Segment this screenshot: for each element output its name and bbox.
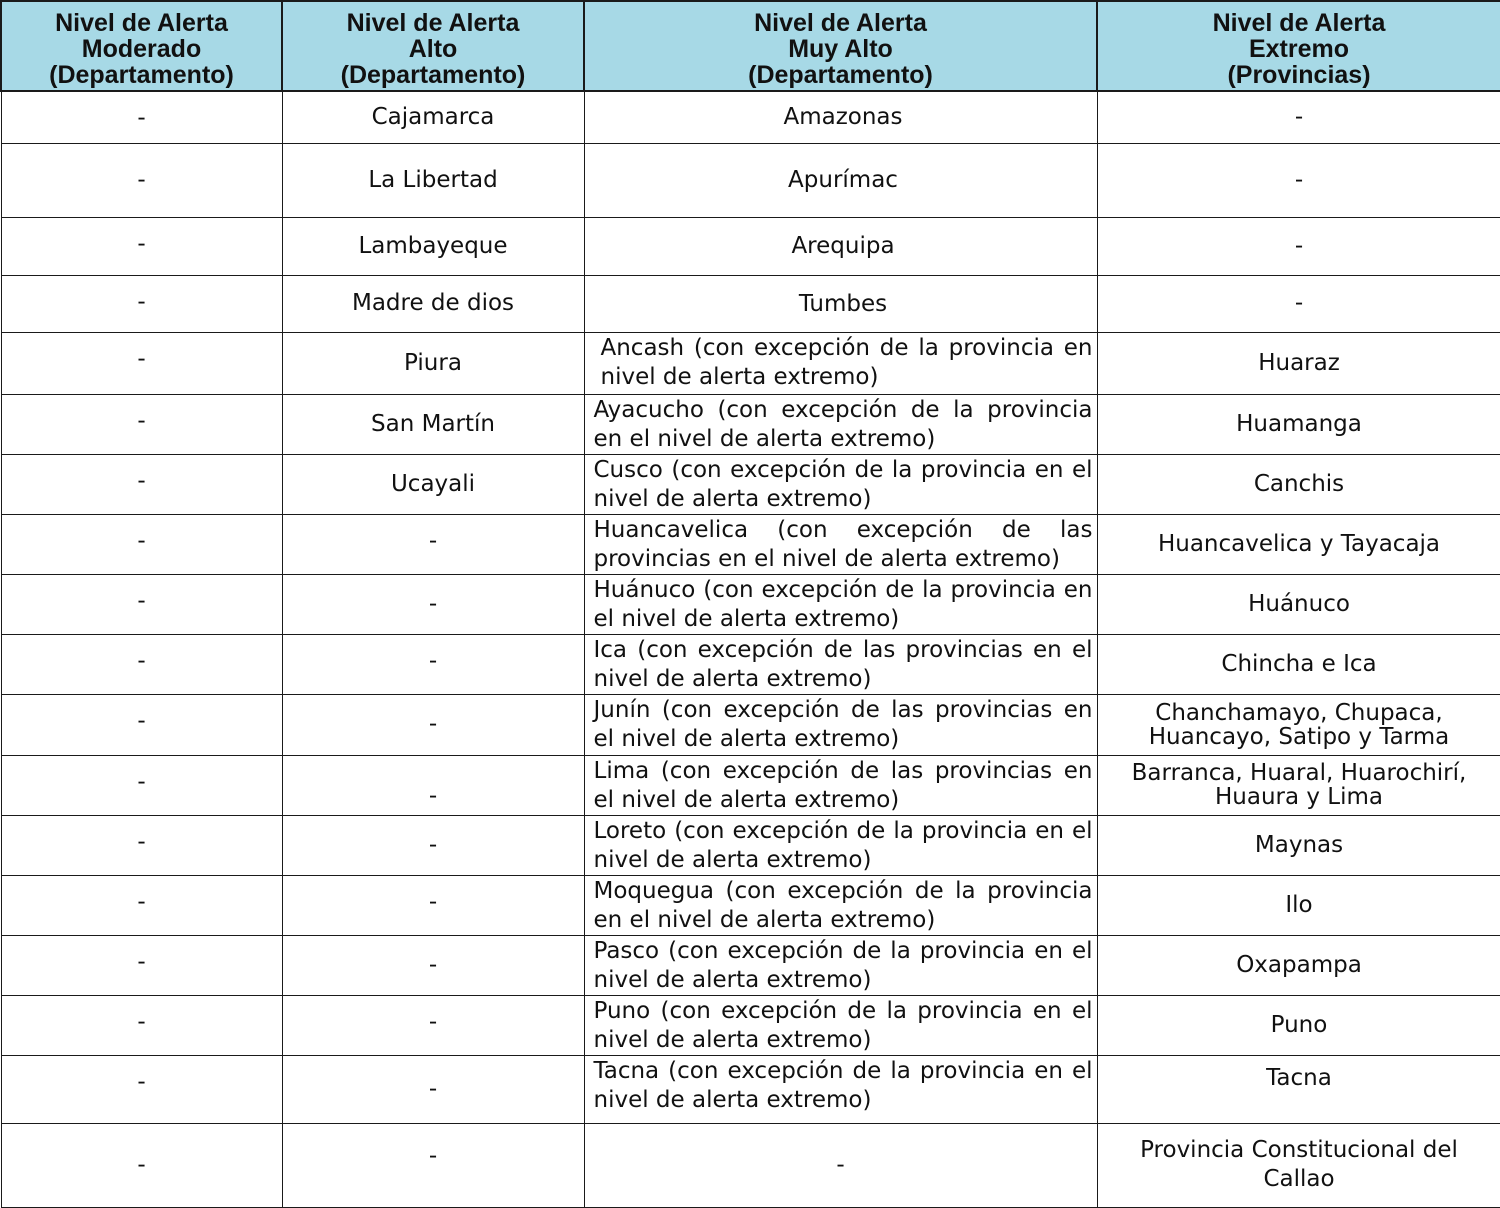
table-row — [1, 514, 1500, 574]
cell-moderado: - — [1, 634, 282, 694]
cell-extremo: Huaraz — [1097, 332, 1500, 394]
header-line: Nivel de Alerta — [1212, 9, 1386, 37]
cell-muy-alto: Ancash (con excepción de la provincia en nivel de alerta extremo) — [584, 332, 1097, 394]
table-row — [1, 574, 1500, 634]
cell-muy-alto: Huánuco (con excepción de la provincia en el nivel de alerta extremo) — [584, 574, 1097, 634]
header-line: Nivel de Alerta — [754, 9, 927, 37]
cell-alto: San Martín — [282, 394, 584, 454]
table-row — [1, 995, 1500, 1055]
header-line: (Departamento) — [49, 61, 234, 89]
cell-alto: - — [282, 634, 584, 694]
header-line: Extremo — [1248, 35, 1350, 63]
cell-extremo: Canchis — [1097, 454, 1500, 514]
cell-moderado: - — [1, 755, 282, 815]
cell-alto: - — [282, 815, 584, 875]
cell-muy-alto: Apurímac — [584, 143, 1097, 217]
header-moderado — [1, 1, 282, 91]
header-line: Nivel de Alerta — [346, 9, 520, 37]
table-row — [1, 694, 1500, 755]
cell-alto: - — [282, 875, 584, 935]
cell-alto: - — [282, 995, 584, 1055]
cell-extremo: Maynas — [1097, 815, 1500, 875]
table-row — [1, 394, 1500, 454]
cell-muy-alto: Loreto (con excepción de la provincia en el nivel de alerta extremo) — [584, 815, 1097, 875]
header-alto — [282, 1, 584, 91]
table-row — [1, 275, 1500, 332]
table-row — [1, 332, 1500, 394]
cell-alto: - — [282, 574, 584, 634]
header-line: (Provincias) — [1227, 61, 1371, 89]
cell-alto: - — [282, 1123, 584, 1207]
header-line: (Departamento) — [340, 61, 526, 89]
cell-moderado: - — [1, 394, 282, 454]
cell-moderado: - — [1, 514, 282, 574]
cell-extremo: - — [1097, 91, 1500, 143]
cell-alto: La Libertad — [282, 143, 584, 217]
table-row — [1, 1123, 1500, 1207]
cell-alto: Cajamarca — [282, 91, 584, 143]
table-row — [1, 454, 1500, 514]
cell-moderado: - — [1, 275, 282, 332]
cell-muy-alto: Cusco (con excepción de la provincia en el nivel de alerta extremo) — [584, 454, 1097, 514]
table-row — [1, 755, 1500, 815]
cell-extremo: Huánuco — [1097, 574, 1500, 634]
header-line: Muy Alto — [788, 35, 893, 63]
cell-muy-alto: Huancavelica (con excepción de las provincias en el nivel de alerta extremo) — [584, 514, 1097, 574]
cell-muy-alto: Lima (con excepción de las provincias en el nivel de alerta extremo) — [584, 755, 1097, 815]
cell-muy-alto: Arequipa — [584, 217, 1097, 275]
cell-moderado: - — [1, 875, 282, 935]
cell-extremo: Puno — [1097, 995, 1500, 1055]
cell-moderado: - — [1, 574, 282, 634]
header-line: (Departamento) — [748, 61, 933, 89]
table-row — [1, 91, 1500, 143]
cell-muy-alto: Tacna (con excepción de la provincia en el nivel de alerta extremo) — [584, 1055, 1097, 1123]
header-line: Moderado — [81, 35, 202, 63]
cell-alto: - — [282, 694, 584, 755]
cell-muy-alto: Moquegua (con excepción de la provincia en el nivel de alerta extremo) — [584, 875, 1097, 935]
cell-alto: Lambayeque — [282, 217, 584, 275]
header-line: Alto — [408, 35, 458, 63]
header-muy-alto — [584, 1, 1097, 91]
header-line: Nivel de Alerta — [55, 9, 228, 37]
cell-extremo: Huamanga — [1097, 394, 1500, 454]
cell-alto: - — [282, 755, 584, 815]
cell-moderado: - — [1, 815, 282, 875]
cell-moderado: - — [1, 694, 282, 755]
cell-alto: - — [282, 1055, 584, 1123]
header-row — [1, 1, 1500, 91]
cell-alto: Ucayali — [282, 454, 584, 514]
cell-muy-alto: - — [584, 1123, 1097, 1207]
table-row — [1, 1055, 1500, 1123]
cell-extremo: - — [1097, 143, 1500, 217]
cell-extremo: Ilo — [1097, 875, 1500, 935]
cell-extremo: Provincia Constitucional del Callao — [1097, 1123, 1500, 1207]
cell-extremo: Huancavelica y Tayacaja — [1097, 514, 1500, 574]
table-row — [1, 815, 1500, 875]
cell-moderado: - — [1, 91, 282, 143]
table-row — [1, 875, 1500, 935]
table-row — [1, 217, 1500, 275]
cell-extremo: Tacna — [1097, 1055, 1500, 1123]
cell-extremo: Barranca, Huaral, Huarochirí, Huaura y Lima — [1097, 755, 1500, 815]
cell-extremo: - — [1097, 217, 1500, 275]
cell-extremo: - — [1097, 275, 1500, 332]
cell-extremo: Oxapampa — [1097, 935, 1500, 995]
cell-moderado: - — [1, 935, 282, 995]
cell-muy-alto: Puno (con excepción de la provincia en el nivel de alerta extremo) — [584, 995, 1097, 1055]
cell-alto: - — [282, 514, 584, 574]
cell-alto: Piura — [282, 332, 584, 394]
cell-extremo: Chincha e Ica — [1097, 634, 1500, 694]
cell-moderado: - — [1, 332, 282, 394]
cell-muy-alto: Amazonas — [584, 91, 1097, 143]
table-row — [1, 143, 1500, 217]
cell-muy-alto: Pasco (con excepción de la provincia en el nivel de alerta extremo) — [584, 935, 1097, 995]
cell-moderado: - — [1, 217, 282, 275]
cell-muy-alto: Ica (con excepción de las provincias en el nivel de alerta extremo) — [584, 634, 1097, 694]
cell-moderado: - — [1, 995, 282, 1055]
table-row — [1, 634, 1500, 694]
cell-moderado: - — [1, 454, 282, 514]
cell-alto: Madre de dios — [282, 275, 584, 332]
cell-extremo: Chanchamayo, Chupaca, Huancayo, Satipo y Tarma — [1097, 694, 1500, 755]
cell-muy-alto: Tumbes — [584, 275, 1097, 332]
cell-moderado: - — [1, 1123, 282, 1207]
header-extremo — [1097, 1, 1500, 91]
cell-muy-alto: Ayacucho (con excepción de la provincia en el nivel de alerta extremo) — [584, 394, 1097, 454]
cell-muy-alto: Junín (con excepción de las provincias en el nivel de alerta extremo) — [584, 694, 1097, 755]
table-row — [1, 935, 1500, 995]
cell-alto: - — [282, 935, 584, 995]
cell-moderado: - — [1, 143, 282, 217]
cell-moderado: - — [1, 1055, 282, 1123]
